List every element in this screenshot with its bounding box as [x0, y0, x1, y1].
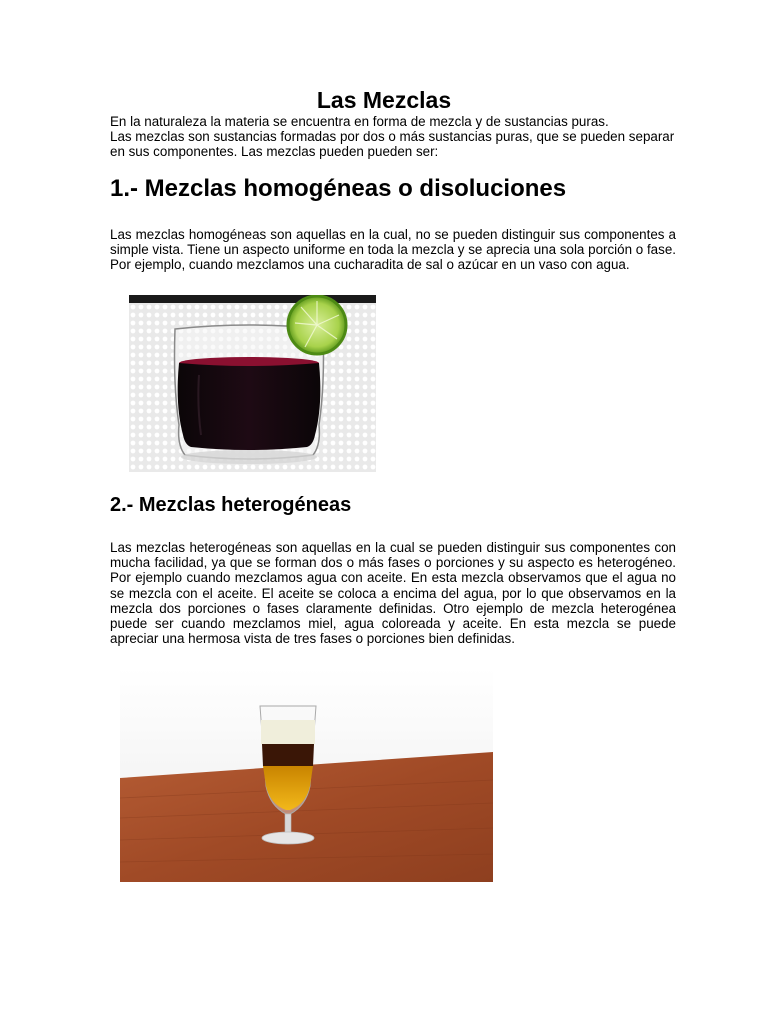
homogeneous-mixture-photo — [129, 295, 376, 472]
glass-base — [262, 832, 314, 844]
intro-line-1: En la naturaleza la materia se encuentra en forma de mezcla y de sustancias puras. — [110, 114, 609, 129]
intro-line-2: Las mezclas son sustancias formadas por dos o más sustancias puras, que se pueden separar en sus componentes. Las mezclas pueden pueden ser: — [110, 129, 675, 160]
clear-layer — [261, 720, 315, 744]
section1-heading: 1.- Mezclas homogéneas o disoluciones — [110, 175, 567, 202]
section2-heading: 2.- Mezclas heterogéneas — [110, 494, 352, 516]
section2-paragraph: Las mezclas heterogéneas son aquellas en la cual se pueden distinguir sus componentes con mucha facilidad, ya que se forman dos o más fases o porciones y su aspecto es heterogéneo. Por ejemplo cuando mezclamos agua con aceite. En esta mezcla observamos que el agua no se mezcla con el aceite. El aceite se coloca a encima del agua, por lo que observamos en la mezcla dos porciones o fases claramente definidas. Otro ejemplo de mezcla heterogénea puede ser cuando mezclamos miel, agua coloreada y aceite. En esta mezcla se puede apreciar una hermosa vista de tres fases o porciones bien definidas. — [110, 540, 676, 647]
page-title: Las Mezclas — [316, 87, 452, 113]
heterogeneous-mixture-photo — [120, 668, 493, 882]
dark-layer — [262, 744, 314, 766]
intro-paragraph — [110, 114, 676, 160]
section1-paragraph: Las mezclas homogéneas son aquellas en la cual, no se pueden distinguir sus componentes a simple vista. Tiene un aspecto uniforme en toda la mezcla y se aprecia una sola porción o fase. Por ejemplo, cuando mezclamos una cucharadita de sal o azúcar en un vaso con agua. — [110, 227, 676, 273]
